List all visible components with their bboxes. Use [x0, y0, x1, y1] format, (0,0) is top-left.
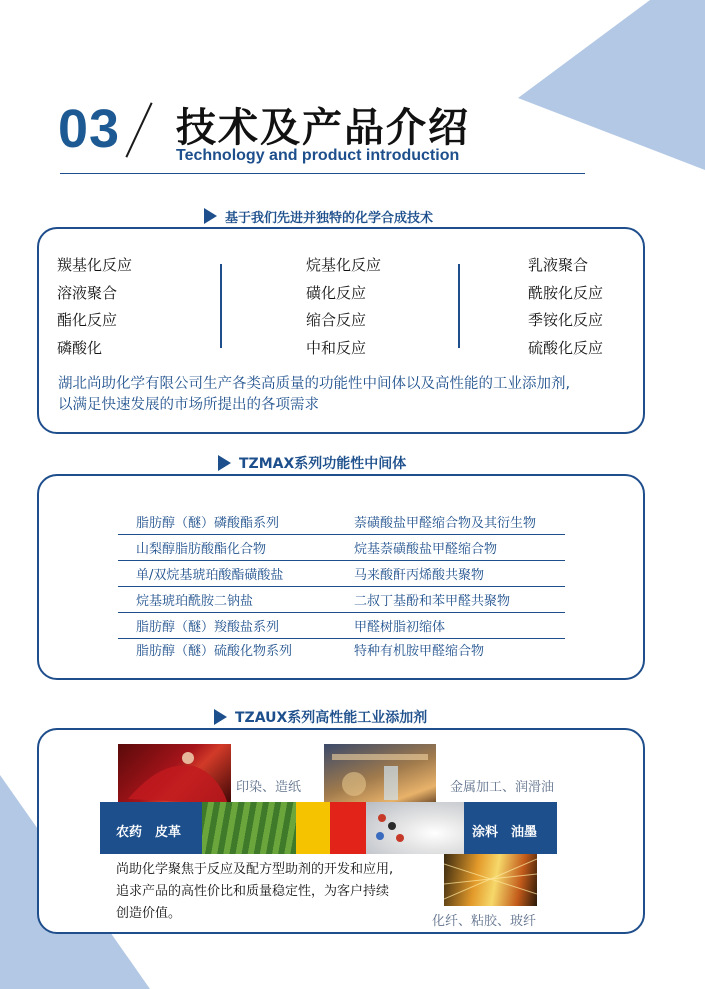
agri-leather-label: 农药 皮革: [116, 825, 182, 840]
lab-photo: [324, 744, 436, 806]
fiber-label: 化纤、粘胶、玻纤: [432, 914, 537, 929]
description-line: 追求产品的高性价比和质量稳定性，为客户持续: [116, 884, 390, 899]
dyeing-photo: [118, 744, 231, 806]
technique-item: 磷酸化: [57, 338, 103, 357]
chemical-powder-photo: [366, 802, 464, 854]
lab-glassware-icon: [324, 744, 436, 806]
column-divider: [458, 264, 460, 348]
section3-heading: [214, 707, 427, 727]
technique-item: 乳液聚合: [528, 256, 589, 274]
table-cell-left: 脂肪醇（醚）硫酸化物系列: [136, 644, 293, 659]
column-divider: [220, 264, 222, 348]
molecule-icon: [366, 802, 464, 854]
red-block: [330, 802, 366, 854]
table-row: [118, 508, 565, 535]
coating-ink-label: 涂料 油墨: [472, 825, 538, 840]
table-cell-left: 脂肪醇（醚）磷酸酯系列: [136, 516, 280, 531]
section3-heading-text: TZAUX系列高性能工业添加剂: [235, 710, 428, 726]
technique-item: 溶液聚合: [57, 283, 118, 302]
table-cell-left: 山梨醇脂肪酸酯化合物: [136, 542, 267, 557]
metal-lubricant-label: 金属加工、润滑油: [450, 780, 555, 795]
technique-column-3: [528, 252, 603, 362]
table-cell-right: 马来酸酐丙烯酸共聚物: [354, 568, 485, 583]
technique-column-1: [57, 252, 132, 362]
play-arrow-icon: [204, 208, 217, 224]
table-cell-left: 烷基琥珀酰胺二钠盐: [136, 594, 254, 609]
technique-item: 硫酸化反应: [528, 338, 604, 357]
technique-column-2: [306, 252, 381, 362]
farm-field-photo: [202, 802, 296, 854]
section2-heading: [218, 453, 406, 473]
table-cell-right: 甲醛树脂初缩体: [354, 620, 446, 635]
technique-item: 季铵化反应: [528, 311, 604, 329]
dyeing-paper-label: 印染、造纸: [236, 780, 302, 795]
technique-item: 磺化反应: [306, 283, 367, 302]
technique-item: 羰基化反应: [57, 256, 133, 274]
play-arrow-icon: [214, 709, 227, 725]
section1-description: [58, 374, 638, 416]
technique-item: 酯化反应: [57, 311, 118, 329]
table-cell-left: 脂肪醇（醚）羧酸盐系列: [136, 620, 280, 635]
title-underline: [60, 173, 585, 174]
table-row: [118, 560, 565, 587]
table-cell-right: 烷基萘磺酸盐甲醛缩合物: [354, 542, 498, 557]
table-cell-right: 特种有机胺甲醛缩合物: [354, 644, 485, 659]
page-subtitle: Technology and product introduction: [176, 147, 460, 164]
description-line: 尚助化学聚焦于反应及配方型助剂的开发和应用,: [116, 862, 394, 877]
section3-description: [116, 859, 436, 925]
description-line: 湖北尚助化学有限公司生产各类高质量的功能性中间体以及高性能的工业添加剂,: [58, 376, 571, 392]
page-title: 技术及产品介绍: [176, 105, 470, 151]
table-cell-right: 萘磺酸盐甲醛缩合物及其衍生物: [354, 516, 537, 531]
technique-item: 中和反应: [306, 338, 367, 357]
play-arrow-icon: [218, 455, 231, 471]
section-number: 03: [58, 99, 121, 159]
table-row: [118, 612, 565, 639]
dress-figure-icon: [118, 744, 231, 806]
table-row: [118, 586, 565, 613]
top-right-triangle: [518, 0, 705, 170]
section2-heading-text: TZMAX系列功能性中间体: [239, 456, 407, 472]
fiber-threads-icon: [444, 854, 537, 906]
technique-item: 烷基化反应: [306, 256, 382, 274]
table-row: [118, 636, 565, 662]
yellow-block: [296, 802, 330, 854]
table-cell-right: 二叔丁基酚和苯甲醛共聚物: [354, 594, 511, 609]
table-row: [118, 534, 565, 561]
technique-item: 缩合反应: [306, 311, 367, 329]
description-line: 以满足快速发展的市场所提出的各项需求: [58, 397, 319, 413]
technique-item: 酰胺化反应: [528, 283, 604, 302]
table-cell-left: 单/双烷基琥珀酸酯磺酸盐: [136, 568, 284, 583]
section1-heading: [204, 206, 433, 226]
section1-heading-text: 基于我们先进并独特的化学合成技术: [225, 210, 434, 226]
description-line: 创造价值。: [116, 906, 182, 921]
fiber-photo: [444, 854, 537, 906]
